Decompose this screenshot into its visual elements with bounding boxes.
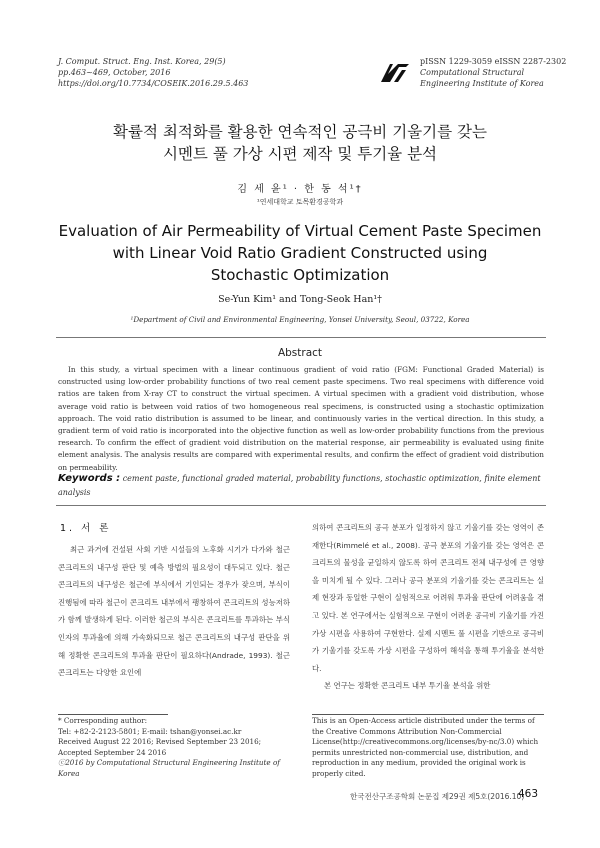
abstract-body: In this study, a virtual specimen with a linear continuous gradient of void ratio (FGM: Functional Graded Material) is constructed using low-order probability functions of two real cement paste specimens. Two real specimens with difference void ratios are taken from X-ray CT to construct the virtual specimen. A virtual specimen with a gradient void distribution, whose average void ratio is between void ratios of two homogeneous real specimens, is constructed using a stochastic optimization approach. The void ratio distribution is assumed to be linear, and continuously varies in the vertical direction. In this study, a gradient term of void ratio is incorporated into the objective function as well as low-order probability functions from the previous research. To confirm the effect of gradient void distribution on the material response, air permeability is evaluated using finite element analysis. The analysis results are compared with experimental results, and confirm the effect of gradient void distribution on permeability. <box>58 365 544 472</box>
journal-name-line1: Computational Structural <box>420 68 525 77</box>
issn: pISSN 1229-3059 eISSN 2287-2302 <box>420 57 567 66</box>
abstract-bottom-divider <box>56 505 546 506</box>
right-column-text <box>312 519 544 695</box>
paragraph: 본 연구는 정확한 콘크리트 내부 투기율 분석을 위한 <box>324 681 491 691</box>
journal-header-left <box>58 56 248 89</box>
footnote-divider-right <box>312 714 544 715</box>
doi-link[interactable]: https://doi.org/10.7734/COSEIK.2016.29.5.463 <box>58 79 249 88</box>
footnote-divider-left <box>58 714 168 715</box>
korean-title <box>0 121 600 165</box>
footnote-line: * Corresponding author: <box>58 716 148 725</box>
english-title-line1: Evaluation of Air Permeability of Virtual Cement Paste Specimen <box>58 222 542 240</box>
journal-name-line2: Engineering Institute of Korea <box>420 79 544 88</box>
abstract-top-divider <box>56 337 546 338</box>
page-number: 463 <box>518 788 539 800</box>
korean-title-line1: 확률적 최적화를 활용한 연속적인 공극비 기울기를 갖는 <box>113 123 487 141</box>
english-affiliation: ¹Department of Civil and Environmental Engineering, Yonsei University, Seoul, 03722, Korea <box>130 315 470 324</box>
left-column-text <box>58 541 290 682</box>
keywords-text: cement paste, functional graded material, probability functions, stochastic optimization, finite element analysis <box>58 474 541 497</box>
page-range: pp.463~469, October, 2016 <box>58 68 171 77</box>
english-authors: Se-Yun Kim¹ and Tong-Seok Han¹† <box>218 294 382 305</box>
paragraph: 최근 과거에 건설된 사회 기반 시설들의 노후화 시기가 다가와 철근 콘크리트의 내구성 판단 및 예측 방법의 필요성이 대두되고 있다. 철근 콘크리트의 내구성은 철근에 부식에서 기인되는 경우가 잦으며, 부식이 진행됨에 따라 철근이 콘크리트 내부에서 팽창하여 콘크리트의 성능저하가 함께 발생하게 된다. 이러한 철근의 부식은 콘크리트를 투과하는 부식인자의 투과율에 의해 가속화되므로 철근 콘크리트의 내구성 판단을 위해 정확한 콘크리트의 투과율 판단이 필요하다(Andrade, 1993). 철근 콘크리트는 다양한 요인에 <box>58 545 290 678</box>
korean-authors: 김 세 윤¹ · 한 동 석¹† <box>237 184 363 195</box>
english-title <box>0 220 600 286</box>
journal-header-right <box>420 56 566 89</box>
abstract-heading: Abstract <box>277 347 323 359</box>
keywords <box>58 472 544 500</box>
paragraph: 의하여 콘크리트의 공극 분포가 일정하지 않고 기울기를 갖는 영역이 존재한다(Rimmelé et al., 2008). 공극 분포의 기울기를 갖는 영역은 콘크리트의 물성을 균일하지 않도록 하여 콘크리트 전체 내구성에 큰 영향을 미치게 될 수 있다. 그러나 공극 분포의 기울기를 갖는 콘크리트는 실제 현장과 동일한 구현이 실험적으로 어려워 투과율 판단에 어려움을 겪고 있다. 본 연구에서는 실험적으로 구현이 어려운 공극비 기울기를 가진 가상 시편을 사용하여 구현한다. 실제 시멘트 풀 시편을 기반으로 공극비가 기울기를 갖도록 가상 시편을 구성하여 해석을 통해 투기율을 분석한다. <box>312 523 544 673</box>
footnote-line: ⓒ2016 by Computational Structural Engineering Institute of Korea <box>58 758 280 778</box>
footnote-line: Received August 22 2016; Revised September 23 2016; <box>58 737 262 746</box>
korean-affiliation: ¹연세대학교 토목환경공학과 <box>256 198 344 206</box>
english-title-line3: Stochastic Optimization <box>210 266 390 284</box>
section-heading-intro: 1. 서 론 <box>60 523 112 534</box>
korean-title-line2: 시멘트 풀 가상 시편 제작 및 투기율 분석 <box>162 145 438 163</box>
journal-footer: 한국전산구조공학회 논문집 제29권 제5호(2016.10) <box>350 792 525 801</box>
journal-logo-icon <box>380 62 410 84</box>
english-title-line2: with Linear Void Ratio Gradient Constructed using <box>112 244 488 262</box>
footnote-line: Accepted September 24 2016 <box>58 747 167 757</box>
license-footnote: This is an Open-Access article distributed under the terms of the Creative Commons Attribution Non-Commercial License(http://creativecommons.org/licenses/by-nc/3.0) which permits unrestricted non-commercial use, distribution, and reproduction in any medium, provided the original work is properly cited. <box>312 716 539 778</box>
journal-citation: J. Comput. Struct. Eng. Inst. Korea, 29(5) <box>58 57 226 66</box>
keywords-label: Keywords : <box>58 473 121 484</box>
footnote-line: Tel: +82-2-2123-5801; E-mail: tshan@yonsei.ac.kr <box>58 726 242 736</box>
corresponding-author-footnote <box>58 716 290 779</box>
